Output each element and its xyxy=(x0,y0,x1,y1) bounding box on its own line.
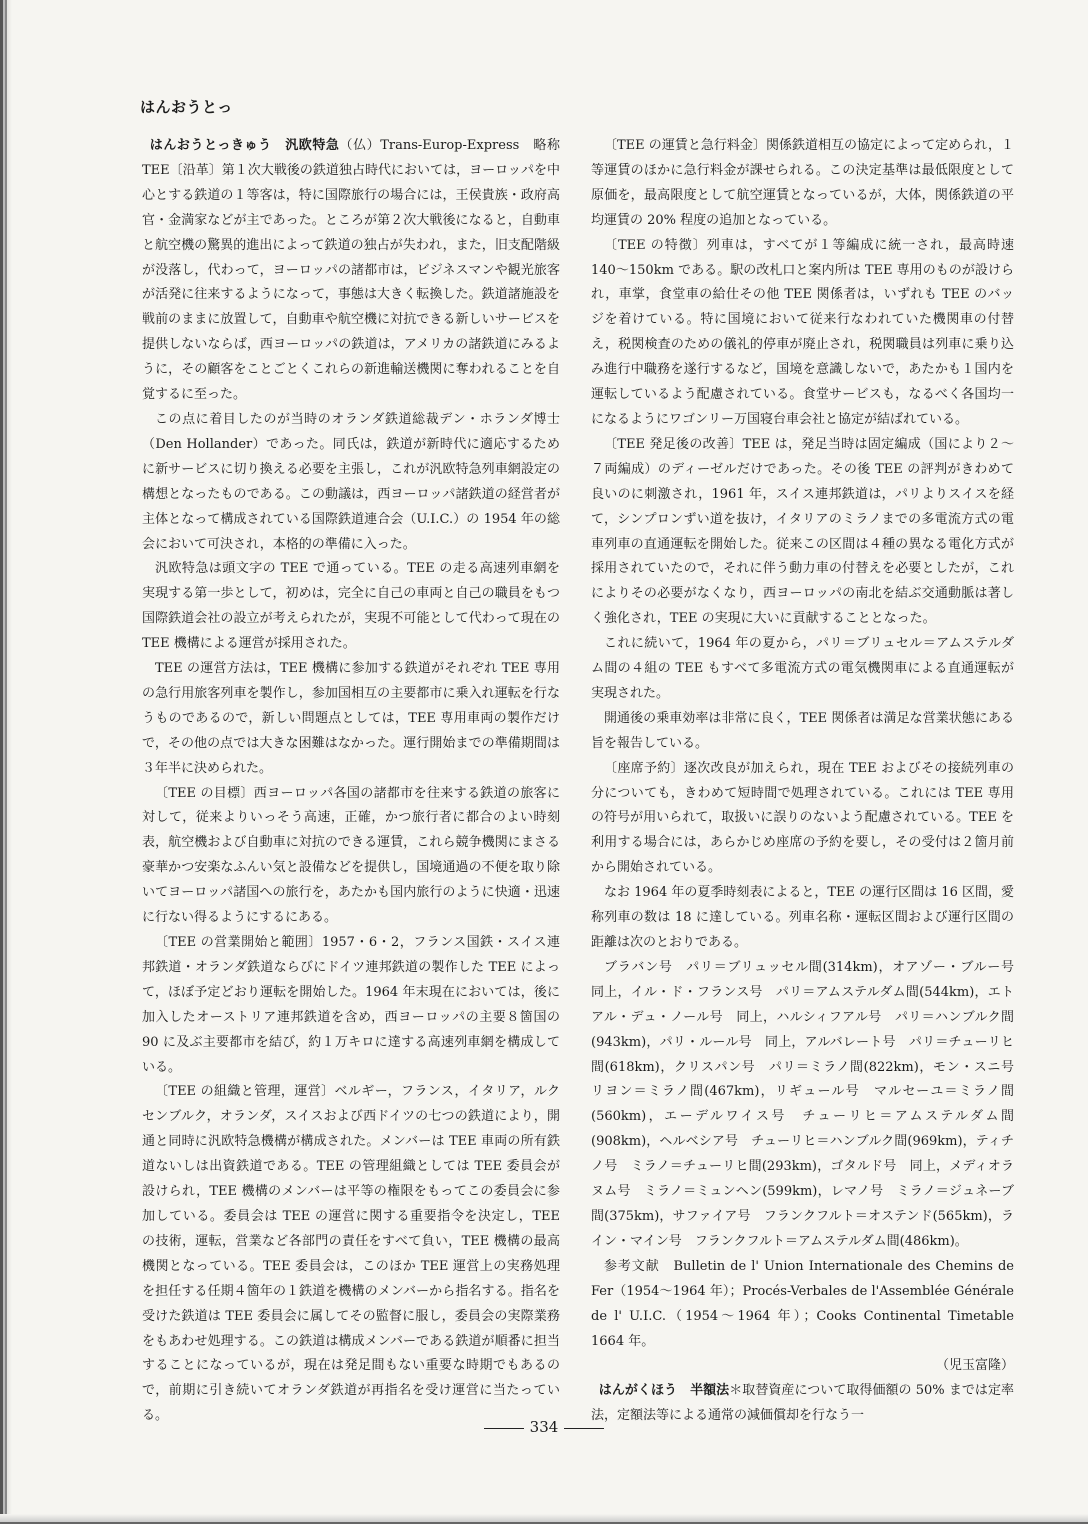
dash-rule xyxy=(484,1428,524,1429)
body-paragraph: この点に着目したのが当時のオランダ鉄道総裁デン・ホランダ博士（Den Hollander）であった。同氏は，鉄道が新時代に適応するために新サービスに切り換える必要を主張し，これが汎欧特急列車網設定の構想となったものである。この動議は，西ヨーロッパ諸鉄道の経営者が主体となって構成されている国際鉄道連合会（U.I.C.）の 1954 年の総会において可決され，本格的の準備に入った。 xyxy=(142,411,560,552)
page-number-footer xyxy=(0,1418,1088,1436)
running-head: はんおうとっ xyxy=(140,98,233,116)
page-number: 334 xyxy=(529,1418,559,1436)
body-paragraph: 〔TEE の特徴〕列車は，すべてが１等編成に統一され，最高時速 140～150km である。駅の改札口と案内所は TEE 専用のものが設けられ，車掌，食堂車の給仕その他 TEE 関係者は，いずれも TEE のバッジを着けている。特に国境において従来行なわれていた機関車の付替え，税関検査のための儀礼的停車が廃止され，税関職員は列車に乗り込み進行中職務を遂行するなど，国境を意識しないで，あたかも１国内を運転しているよう配慮されている。食堂サービスも，なるべく各国均一になるようにワゴンリー万国寝台車会社と協定が結ばれている。 xyxy=(591,237,1014,427)
body-paragraph: なお 1964 年の夏季時刻表によると，TEE の運行区間は 16 区間，愛称列車の数は 18 に達している。列車名称・運転区間および運行区間の距離は次のとおりである。 xyxy=(591,885,1014,950)
references-paragraph xyxy=(591,1255,1014,1380)
body-paragraph: これに続いて，1964 年の夏から，パリ＝ブリュセル＝アムステルダム間の４組の TEE もすべて多電流方式の電気機関車による直通運転が実現された。 xyxy=(591,636,1014,701)
body-paragraph: 汎欧特急は頭文字の TEE で通っている。TEE の走る高速列車網を実現する第一歩として，初めは，完全に自己の車両と自己の職員をもつ国際鉄道会社の設立が考えられたが，実現不可能として代わって現在の TEE 機構による運営が採用された。 xyxy=(142,561,560,652)
train-list-paragraph: ブラバン号 パリ＝ブリュッセル間(314km)，オアゾー・ブルー号 同上，イル・ド・フランス号 パリ＝アムステルダム間(544km)，エトアル・デュ・ノール号 同上，ハルシィフアル号 パリ＝ハンブルク間(943km)，パリ・ルール号 同上，アルバレート号 パリ＝チューリヒ間(618km)，クリスパン号 パリ＝ミラノ間(822km)，モン・スニ号 リヨン＝ミラノ間(467km)，リギュール号 マルセーユ＝ミラノ間(560km)，エーデルワイス号 チューリヒ＝アムステルダム間(908km)，ヘルベシア号 チューリヒ＝ハンブルク間(969km)，ティチノ号 ミラノ＝チューリヒ間(293km)，ゴタルド号 同上，メディオラヌム号 ミラノ＝ミュンヘン(599km)，レマノ号 ミラノ＝ジュネーブ間(375km)，サファイア号 フランクフルト＝オステンド(565km)，ライン・マイン号 フランクフルト＝アムステルダム間(486km)。 xyxy=(591,959,1028,1249)
references-text: 参考文献 Bulletin de l' Union Internationale des Chemins de Fer（1954～1964 年）；Procés-Verbales de l'Assemblée Générale de l' U.I.C.（1954～1964 年）；Cooks Continental Timetable 1664 年。 xyxy=(591,1258,1014,1349)
body-paragraph: 〔TEE の運賃と急行料金〕関係鉄道相互の協定によって定められ，１等運賃のほかに急行料金が課せられる。この決定基準は最低限度として原価を，最高限度として航空運賃となっているが，大体，関係鉄道の平均運賃の 20% 程度の追加となっている。 xyxy=(591,138,1014,228)
scan-edge-bottom xyxy=(0,1514,1088,1524)
body-paragraph: 〔TEE の組織と管理，運営〕ベルギー，フランス，イタリア，ルクセンブルク，オランダ，スイスおよび西ドイツの七つの鉄道により，開通と同時に汎欧特急機構が構成された。メンバーは TEE 車両の所有鉄道ないしは出資鉄道である。TEE の管理組織としては TEE 委員会が設けられ，TEE 機構のメンバーは平等の権限をもってこの委員会に参加している。委員会は TEE の運営に関する重要指令を決定し，TEE の技術，運転，営業など各部門の責任をすべて負い，TEE 機構の最高機関となっている。TEE 委員会は，このほか TEE 運営上の実務処理を担任する任期４箇年の１鉄道を機構のメンバーから指名する。指名を受けた鉄道は TEE 委員会に属してその監督に服し，委員会の実際業務をもあわせ処理する。この鉄道は構成メンバーである鉄道が順番に担当することになっているが，現在は発足間もない重要な時期でもあるので，前期に引き続いてオランダ鉄道が再指名を受け運営に当たっている。 xyxy=(142,1084,560,1424)
body-paragraph: 〔TEE の営業開始と範囲〕1957・6・2，フランス国鉄・スイス連邦鉄道・オランダ鉄道ならびにドイツ連邦鉄道の製作した TEE によって，ほぼ予定どおり運転を開始した。1964 年末現在においては，後に加入したオーストリア連邦鉄道を含め，西ヨーロッパの主要８箇国の 90 に及ぶ主要都市を結び，約１万キロに達する高速列車網を構成している。 xyxy=(142,935,560,1075)
entry-intro-text: （仏）Trans-Europ-Express 略称 TEE〔沿革〕第１次大戦後の鉄道独占時代においては，ヨーロッパを中心とする鉄道の１等客は，特に国際旅行の場合には，王侯貴族・政府高官・金満家などが主であった。ところが第２次大戦後になると，自動車と航空機の驚異的進出によって鉄道の独占が失われ，また，旧支配階級が没落し，代わって，ヨーロッパの諸都市は，ビジネスマンや観光旅客が活発に往来するようになって，事態は大きく転換した。鉄道諸施設を戦前のままに放置して，自動車や航空機に対抗できる新しいサービスを提供しないならば，西ヨーロッパの鉄道は，アメリカの諸鉄道にみるように，その顧客をことごとくこれらの新進輸送機関に奪われることを自覚するに至った。 xyxy=(142,138,560,403)
entry-headword: はんがくほう 半額法 xyxy=(598,1383,730,1399)
entry-text: ＊取替資産について取得価額の 50% までは定率法，定額法等による通常の減価償却を行なう一 xyxy=(591,1383,1014,1424)
body-paragraph: 〔TEE の目標〕西ヨーロッパ各国の諸都市を往来する鉄道の旅客に対して，従来よりいっそう高速，正確，かつ旅行者に都合のよい時刻表，航空機および自動車に対抗のできる運賃，これら競争機関にまさる豪華かつ安楽なふんい気と設備などを提供し，国境通過の不便を取り除いてヨーロッパ諸国への旅行を，あたかも国内旅行のように快適・迅速に行ない得るようにするにある。 xyxy=(142,785,560,926)
dash-rule xyxy=(564,1428,604,1429)
left-column xyxy=(142,134,560,1429)
entry-headword: はんおうとっきゅう 汎欧特急 xyxy=(149,138,340,153)
body-paragraph: 開通後の乗車効率は非常に良く，TEE 関係者は満足な営業状態にある旨を報告している。 xyxy=(591,710,1014,751)
body-paragraph: TEE の運営方法は，TEE 機構に参加する鉄道がそれぞれ TEE 専用の急行用旅客列車を製作し，参加国相互の主要都市に乗入れ運転を行なうものであるので，新しい問題点としては，TEE 専用車両の製作だけで，その他の点では大きな困難はなかった。運行開始までの準備期間は３年半に決められた。 xyxy=(142,661,560,776)
body-paragraph: 〔座席予約〕逐次改良が加えられ，現在 TEE およびその接続列車の分についても，きわめて短時間で処理されている。これには TEE 専用の符号が用いられて，取扱いに誤りのないよう配慮されている。TEE を利用する場合には，あらかじめ座席の予約を要し，その受付は２箇月前から開始されている。 xyxy=(591,760,1014,876)
body-paragraph: 〔TEE 発足後の改善〕TEE は，発足当時は固定編成（国により２～７両編成）のディーゼルだけであった。その後 TEE の評判がきわめて良いのに刺激され，1961 年，スイス連邦鉄道は，パリよりスイスを経て，シンプロンずい道を抜け，イタリアのミラノまでの多電流方式の電車列車の直通運転を開始した。従来この区間は４種の異なる電化方式が採用されていたので，それに伴う動力車の付替えを必要としたが，これによりその必要がなくなり，西ヨーロッパの南北を結ぶ交通動脈は著しく強化され，TEE の実現に大いに貢献することとなった。 xyxy=(591,436,1014,627)
entry-paragraph xyxy=(142,134,560,408)
right-column xyxy=(591,134,1028,1429)
article-author: （児玉富隆） xyxy=(935,1358,1014,1374)
scan-edge-left xyxy=(0,0,12,1524)
